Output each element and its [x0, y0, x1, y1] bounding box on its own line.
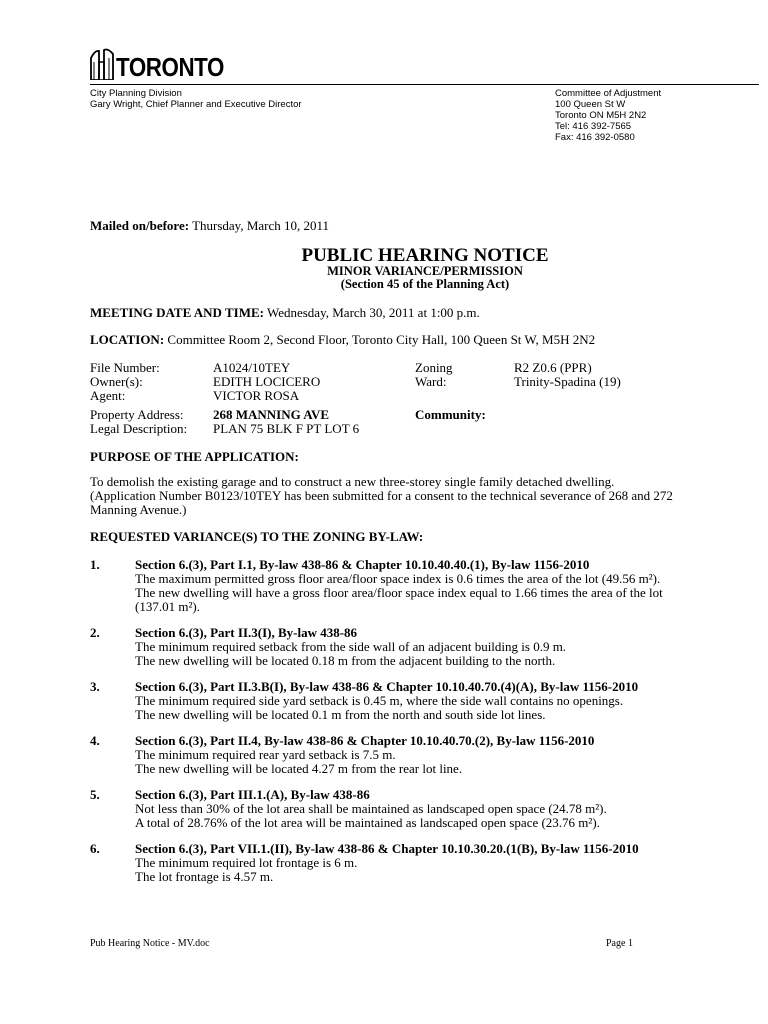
logo-wordmark: TORONTO [116, 52, 224, 82]
variance-title: Section 6.(3), Part II.3(I), By-law 438-86 [135, 625, 358, 640]
variance-number: 4. [90, 733, 100, 748]
variance-title: Section 6.(3), Part I.1, By-law 438-86 & Chapter 10.10.40.40.(1), By-law 1156-2010 [135, 557, 590, 572]
community-label: Community: [415, 407, 486, 422]
variance-line: The minimum required lot frontage is 6 m. [135, 855, 358, 870]
header-left [90, 88, 302, 110]
director-name: Gary Wright, Chief Planner and Executive Director [90, 99, 302, 110]
variance-line: The new dwelling will have a gross floor area/floor space index equal to 1.66 times the area of the lot [135, 585, 663, 600]
owner-label: Owner(s): [90, 374, 143, 389]
meeting-value: Wednesday, March 30, 2011 at 1:00 p.m. [263, 305, 480, 320]
location-value: Committee Room 2, Second Floor, Toronto City Hall, 100 Queen St W, M5H 2N2 [164, 332, 596, 347]
variance-line: (137.01 m²). [135, 599, 200, 614]
footer-filename: Pub Hearing Notice - MV.doc [90, 938, 210, 949]
variance-line: The maximum permitted gross floor area/floor space index is 0.6 times the area of the lot (49.56 m²). [135, 571, 661, 586]
variance-line: The minimum required setback from the side wall of an adjacent building is 0.9 m. [135, 639, 567, 654]
variance-line: Not less than 30% of the lot area shall be maintained as landscaped open space (24.78 m²). [135, 801, 607, 816]
variance-line: The new dwelling will be located 4.27 m from the rear lot line. [135, 761, 463, 776]
meeting-label: MEETING DATE AND TIME: [90, 305, 264, 320]
variance-line: The new dwelling will be located 0.18 m from the adjacent building to the north. [135, 653, 556, 668]
variance-title: Section 6.(3), Part II.4, By-law 438-86 & Chapter 10.10.40.70.(2), By-law 1156-2010 [135, 733, 595, 748]
location-label: LOCATION: [90, 332, 165, 347]
office-line: Committee of Adjustment [555, 88, 662, 99]
variance-line: The lot frontage is 4.57 m. [135, 869, 274, 884]
location-line [90, 333, 595, 347]
variance-title: Section 6.(3), Part III.1.(A), By-law 438-86 [135, 787, 370, 802]
subtitle: MINOR VARIANCE/PERMISSION [327, 264, 523, 278]
office-line: Toronto ON M5H 2N2 [555, 110, 647, 121]
meeting-line [90, 306, 480, 320]
city-hall-icon [90, 48, 114, 80]
office-line: 100 Queen St W [555, 99, 626, 110]
legal-value: PLAN 75 BLK F PT LOT 6 [213, 421, 360, 436]
variance-number: 6. [90, 841, 100, 856]
agent-value: VICTOR ROSA [213, 388, 300, 403]
office-address [555, 88, 661, 143]
file-number-label: File Number: [90, 360, 160, 375]
toronto-logo [90, 44, 242, 80]
zoning-label: Zoning [415, 360, 453, 375]
ward-label: Ward: [415, 374, 447, 389]
variance-line: The new dwelling will be located 0.1 m from the north and south side lot lines. [135, 707, 546, 722]
purpose-text-1: To demolish the existing garage and to construct a new three-storey single family detached dwelling. [90, 474, 615, 489]
agent-label: Agent: [90, 388, 126, 403]
variance-number: 5. [90, 787, 100, 802]
address-value: 268 MANNING AVE [213, 407, 330, 422]
legal-label: Legal Description: [90, 421, 188, 436]
footer-page-number: Page 1 [606, 938, 633, 949]
variance-number: 1. [90, 557, 100, 572]
mailed-line [90, 219, 329, 233]
purpose-text-2: (Application Number B0123/10TEY has been submitted for a consent to the technical severance of 268 and 272 [90, 488, 673, 503]
division-name: City Planning Division [90, 88, 182, 99]
file-number-value: A1024/10TEY [213, 360, 291, 375]
variances-heading: REQUESTED VARIANCE(S) TO THE ZONING BY-LAW: [90, 529, 424, 544]
variance-line: A total of 28.76% of the lot area will be maintained as landscaped open space (23.76 m²). [135, 815, 600, 830]
office-line: Fax: 416 392-0580 [555, 132, 635, 143]
zoning-value: R2 Z0.6 (PPR) [514, 360, 592, 375]
purpose-text-3: Manning Avenue.) [90, 502, 187, 517]
variance-line: The minimum required side yard setback is 0.45 m, where the side wall contains no openings. [135, 693, 624, 708]
subtitle-act: (Section 45 of the Planning Act) [340, 277, 510, 291]
ward-value: Trinity-Spadina (19) [514, 374, 621, 389]
owner-value: EDITH LOCICERO [213, 374, 321, 389]
address-label: Property Address: [90, 407, 184, 422]
variance-number: 2. [90, 625, 100, 640]
variance-title: Section 6.(3), Part II.3.B(I), By-law 438-86 & Chapter 10.10.40.70.(4)(A), By-law 1156-2010 [135, 679, 639, 694]
mailed-label: Mailed on/before: [90, 218, 190, 233]
variance-line: The minimum required rear yard setback is 7.5 m. [135, 747, 396, 762]
mailed-value: Thursday, March 10, 2011 [189, 218, 330, 233]
purpose-heading: PURPOSE OF THE APPLICATION: [90, 449, 299, 464]
page-title: PUBLIC HEARING NOTICE [301, 245, 549, 266]
office-line: Tel: 416 392-7565 [555, 121, 632, 132]
variance-title: Section 6.(3), Part VII.1.(II), By-law 438-86 & Chapter 10.10.30.20.(1(B), By-law 1156-2010 [135, 841, 639, 856]
header-rule [90, 84, 759, 85]
variance-number: 3. [90, 679, 100, 694]
